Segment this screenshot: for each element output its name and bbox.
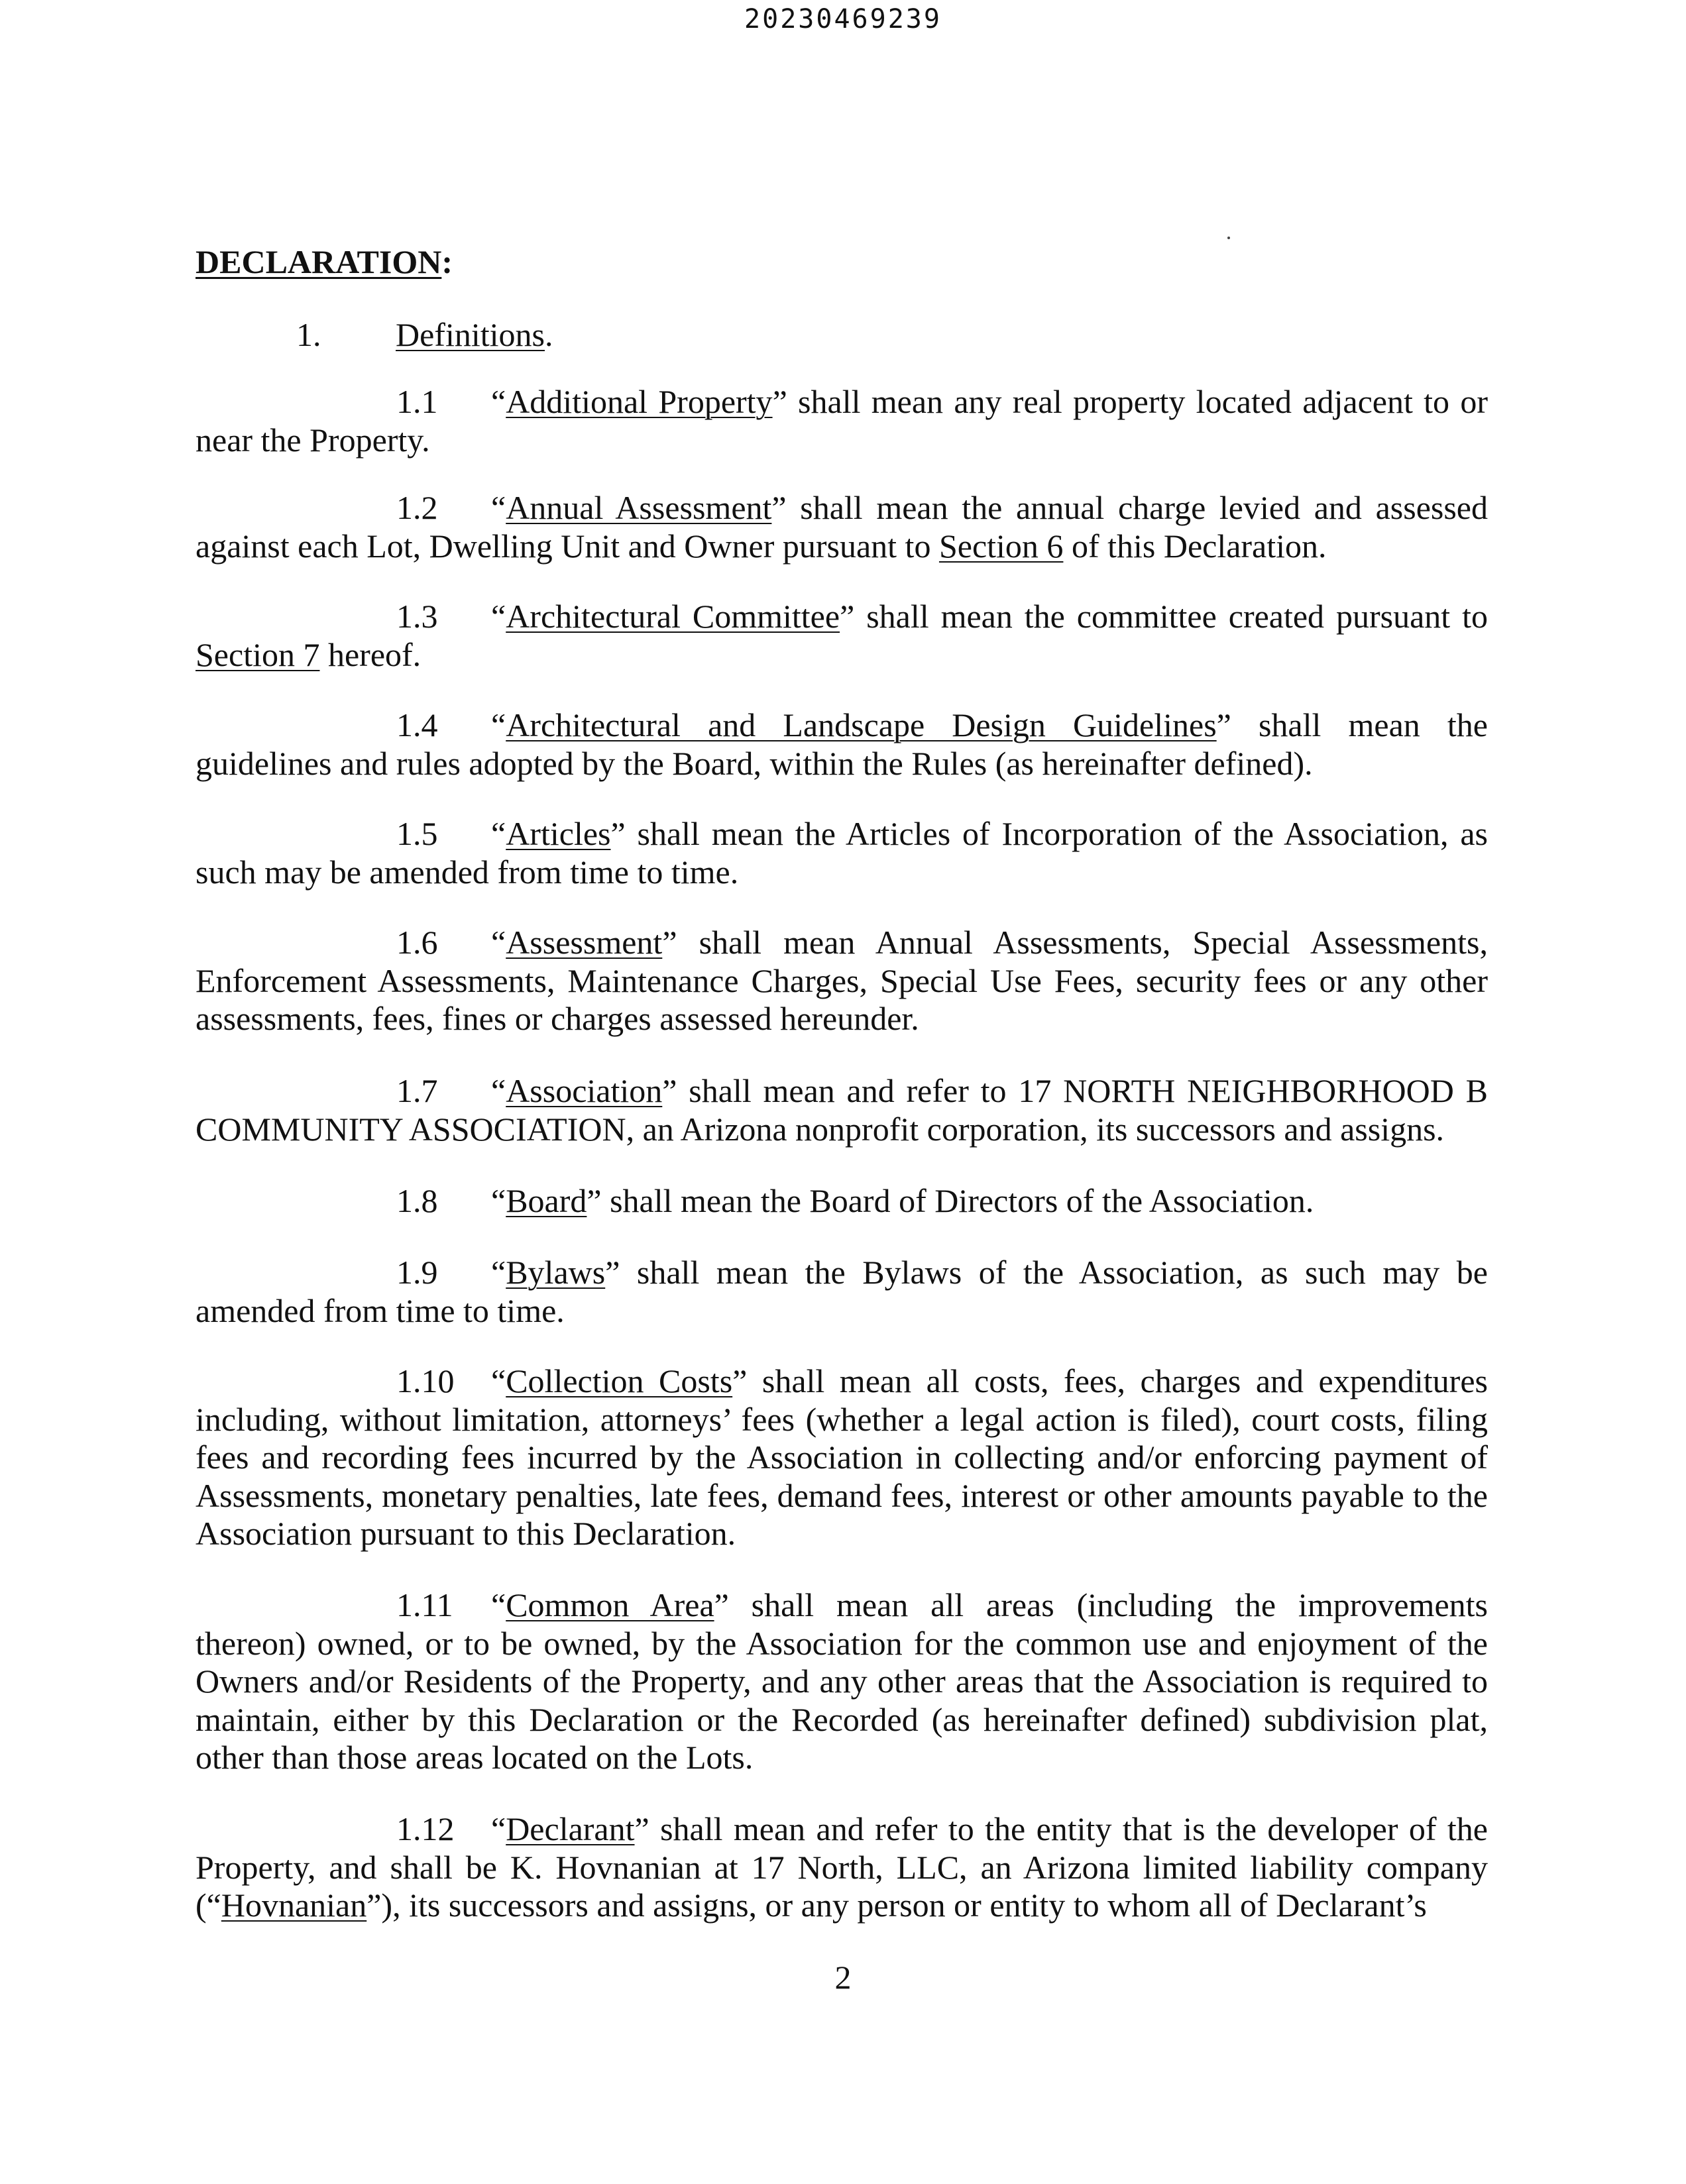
definition-text: ” shall mean Annual Assessments, Special Assessments, Enforcement Assessments, Maintenance Charges, Special Use Fees, security fees or any other assessments, fees, fines or charges assessed hereunder. [196,924,1488,1037]
definition-collection-costs [196,1362,1488,1553]
definition-board [196,1182,1488,1221]
definition-text: ” shall mean the Board of Directors of the Association. [587,1182,1314,1219]
section-title-text: Definitions [396,316,545,353]
definition-text: hereof. [319,635,422,673]
defined-term: Bylaws [506,1254,606,1291]
definition-number: 1.12 [396,1810,455,1847]
declaration-heading-colon: : [441,243,453,280]
open-quote: “ [491,924,506,961]
defined-term: Common Area [506,1586,714,1623]
definition-annual-assessment [196,489,1488,565]
definition-number: 1.2 [396,489,438,526]
definition-text: ” shall mean all areas (including the improvements thereon) owned, or to be owned, by the Association for the common use and enjoyment of the Owners and/or Residents of the Property, and any other areas that the Association is required to maintain, either by this Declaration or the Recorded (as hereinafter defined) subdivision plat, other than those areas located on the Lots. [196,1586,1488,1776]
open-quote: “ [491,489,506,526]
open-quote: “ [491,1810,506,1847]
defined-term: Articles [506,815,611,852]
definition-number: 1.6 [396,924,438,961]
definition-text: ”), its successors and assigns, or any person or entity to whom all of Declarant’s [366,1886,1427,1924]
definition-number: 1.7 [396,1072,438,1109]
definition-text: ” shall mean all costs, fees, charges and expenditures including, without limitation, attorneys’ fees (whether a legal action is filed), court costs, filing fees and recording fees incurred by the Association in collecting and/or enforcing payment of Assessments, monetary penalties, late fees, demand fees, interest or other amounts payable to the Association pursuant to this Declaration. [196,1362,1488,1552]
definition-number: 1.8 [396,1182,438,1219]
open-quote: “ [491,1072,506,1109]
definition-number: 1.9 [396,1254,438,1291]
definition-design-guidelines [196,706,1488,783]
open-quote: “ [491,1586,506,1623]
defined-term-reference: Hovnanian [221,1886,367,1924]
definition-number: 1.11 [396,1586,453,1623]
declaration-heading-text: DECLARATION [196,243,442,280]
definition-text: ” shall mean the committee created pursuant to [840,598,1489,635]
section-title [296,315,553,354]
definition-number: 1.3 [396,598,438,635]
section-title-period: . [544,316,553,353]
definition-additional-property [196,383,1488,459]
definition-text: ” shall mean the annual charge levied and assessed against each Lot, Dwelling Unit and Owner pursuant to [196,489,1488,565]
section-reference: Section 6 [938,527,1064,565]
definition-assessment [196,924,1488,1038]
defined-term: Assessment [506,924,663,961]
defined-term: Architectural and Landscape Design Guidelines [506,706,1217,743]
definition-bylaws [196,1254,1488,1330]
definition-text: ” shall mean and refer to the entity that is the developer of the Property, and shall be K. Hovnanian at 17 North, LLC, an Arizona limited liability company (“ [196,1810,1488,1924]
document-number: 20230469239 [744,4,942,34]
page-number: 2 [834,1959,852,1996]
definition-text: ” shall mean the guidelines and rules adopted by the Board, within the Rules (as hereinafter defined). [196,706,1488,782]
open-quote: “ [491,1182,506,1219]
definition-text: ” shall mean and refer to 17 NORTH NEIGHBORHOOD B COMMUNITY ASSOCIATION, an Arizona nonprofit corporation, its successors and assigns. [196,1072,1488,1148]
open-quote: “ [491,383,506,420]
open-quote: “ [491,598,506,635]
definition-text: ” shall mean the Articles of Incorporation of the Association, as such may be amended from time to time. [196,815,1488,891]
scan-speck [1227,237,1230,239]
definition-common-area [196,1586,1488,1777]
open-quote: “ [491,706,506,743]
definition-declarant [196,1810,1488,1925]
definition-number: 1.5 [396,815,438,852]
defined-term: Collection Costs [506,1362,733,1399]
definition-number: 1.4 [396,706,438,743]
open-quote: “ [491,815,506,852]
definition-text: ” shall mean the Bylaws of the Association, as such may be amended from time to time. [196,1254,1488,1329]
open-quote: “ [491,1362,506,1399]
defined-term: Additional Property [506,383,773,420]
defined-term: Annual Assessment [506,489,772,526]
defined-term: Architectural Committee [506,598,840,635]
defined-term: Declarant [506,1810,635,1847]
definition-architectural-committee [196,598,1488,674]
definition-text: ” shall mean any real property located adjacent to or near the Property. [196,383,1488,459]
defined-term: Board [506,1182,587,1219]
open-quote: “ [491,1254,506,1291]
definition-articles [196,815,1488,891]
section-number: 1. [296,316,321,353]
definition-association [196,1072,1488,1148]
section-reference: Section 7 [196,635,320,673]
definition-text: of this Declaration. [1063,527,1327,565]
definition-number: 1.1 [396,383,438,420]
declaration-heading [196,243,453,281]
defined-term: Association [506,1072,663,1109]
definition-number: 1.10 [396,1362,455,1399]
